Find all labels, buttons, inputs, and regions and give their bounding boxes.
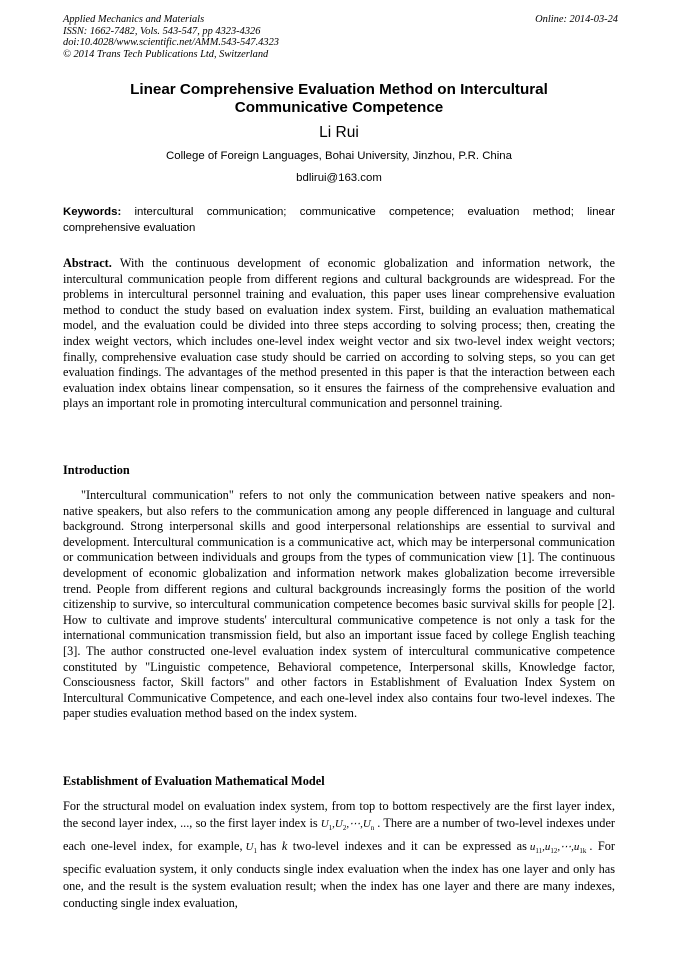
abstract-label: Abstract. (63, 256, 112, 270)
model-text-2: . There are a number of two-level indexes under each one-level index, for example, (63, 816, 615, 853)
issn-line: ISSN: 1662-7482, Vols. 543-547, pp 4323-4326 (63, 25, 261, 37)
online-date: Online: 2014-03-24 (535, 14, 618, 25)
model-text-1: For the structural model on evaluation index system, from top to bottom respectively are the first layer index, the second layer index, ..., so the first layer index is (63, 799, 615, 831)
title-line-1: Linear Comprehensive Evaluation Method on Intercultural (130, 81, 548, 98)
keywords-block (63, 205, 615, 236)
abstract-text: With the continuous development of economic globalization and information network, the intercultural communication people from different regions and cultural backgrounds are widespread. For the problems in intercultural personnel training and evaluation, this paper uses linear comprehensive evaluation method to conduct the study based on evaluation index system. First, building an evaluation mathematical model, and the evaluation could be divided into three steps according to solving process; then, creating the index weight vectors, which includes one-level index weight vector and six two-level index weight vectors; finally, comprehensive evaluation case study should be carried on according to solving steps, so you can get evaluation findings. The advantages of the method presented in this paper is that the interaction between each evaluation index obtains linear compensation, so it ensures the fairness of the comprehensive evaluation and plays an important role in promoting intercultural communication and personnel training. (63, 256, 615, 411)
model-text-4: . For specific evaluation system, it only conducts single index evaluation when the index has one layer and only has one, and the result is the system evaluation result; when the index has one layer and there are many indexes, conducting single index evaluation, (63, 839, 615, 911)
introduction-heading: Introduction (63, 463, 130, 477)
copyright-line: © 2014 Trans Tech Publications Ltd, Switzerland (63, 48, 269, 60)
model-paragraph (63, 798, 615, 913)
introduction-paragraph: "Intercultural communication" refers to not only the communication between native speakers and non-native speakers, but also refers to the communication among any people differenced in language and cultural background. Strong interpersonal skills and good interpersonal relationships are essential to survival and development. Intercultural communication is a communicative act, which may be interpersonal communication or communication between individuals and groups from the types of communication view [1]. The continuous development of economic globalization and information network makes globalization become irreversible trend. People from different regions and cultural backgrounds increasingly forms the position of the world citizenship to survive, so intercultural communication competence becomes basic survival skills for people [2]. How to cultivate and improve students' intercultural communicative competence is not only a task for the international communication transmission field, but also an important issue faced by college English teaching [3]. The author constructed one-level evaluation index system of intercultural communicative competence constituted by "Linguistic competence, Behavioral competence, Interpersonal skills, Knowledge factor, Consciousness factor, Skill factors" and other factors in Establishment of Evaluation Index System on Intercultural Communicative Competence, and each one-level index also contains four two-level indexes. The paper studies evaluation method based on the index system. (63, 488, 615, 721)
author-name: Li Rui (319, 124, 359, 141)
abstract-block (63, 256, 615, 412)
formula-second-layer: $u_{11},u_{12},\cdots,u_{1k}$ (529, 841, 587, 856)
author-email: bdlirui@163.com (296, 172, 382, 184)
journal-header (63, 14, 618, 60)
paper-title (63, 81, 615, 118)
affiliation: College of Foreign Languages, Bohai University, Jinzhou, P.R. China (166, 150, 512, 162)
doi-line: doi:10.4028/www.scientific.net/AMM.543-547.4323 (63, 37, 279, 49)
keywords-text: intercultural communication; communicative competence; evaluation method; linear comprehensive evaluation (63, 206, 616, 234)
model-text-3b: two-level indexes and it can be expressed as (292, 839, 527, 853)
model-k: k (281, 839, 288, 853)
journal-name: Applied Mechanics and Materials (63, 14, 205, 25)
model-text-3: has (259, 839, 277, 853)
model-heading: Establishment of Evaluation Mathematical Model (63, 774, 325, 788)
keywords-label: Keywords: (63, 206, 122, 218)
title-line-2: Communicative Competence (234, 99, 444, 117)
formula-first-layer: $U_1,U_2,\cdots,U_n$ (320, 818, 375, 833)
formula-u1: $U_1$ (245, 841, 257, 856)
